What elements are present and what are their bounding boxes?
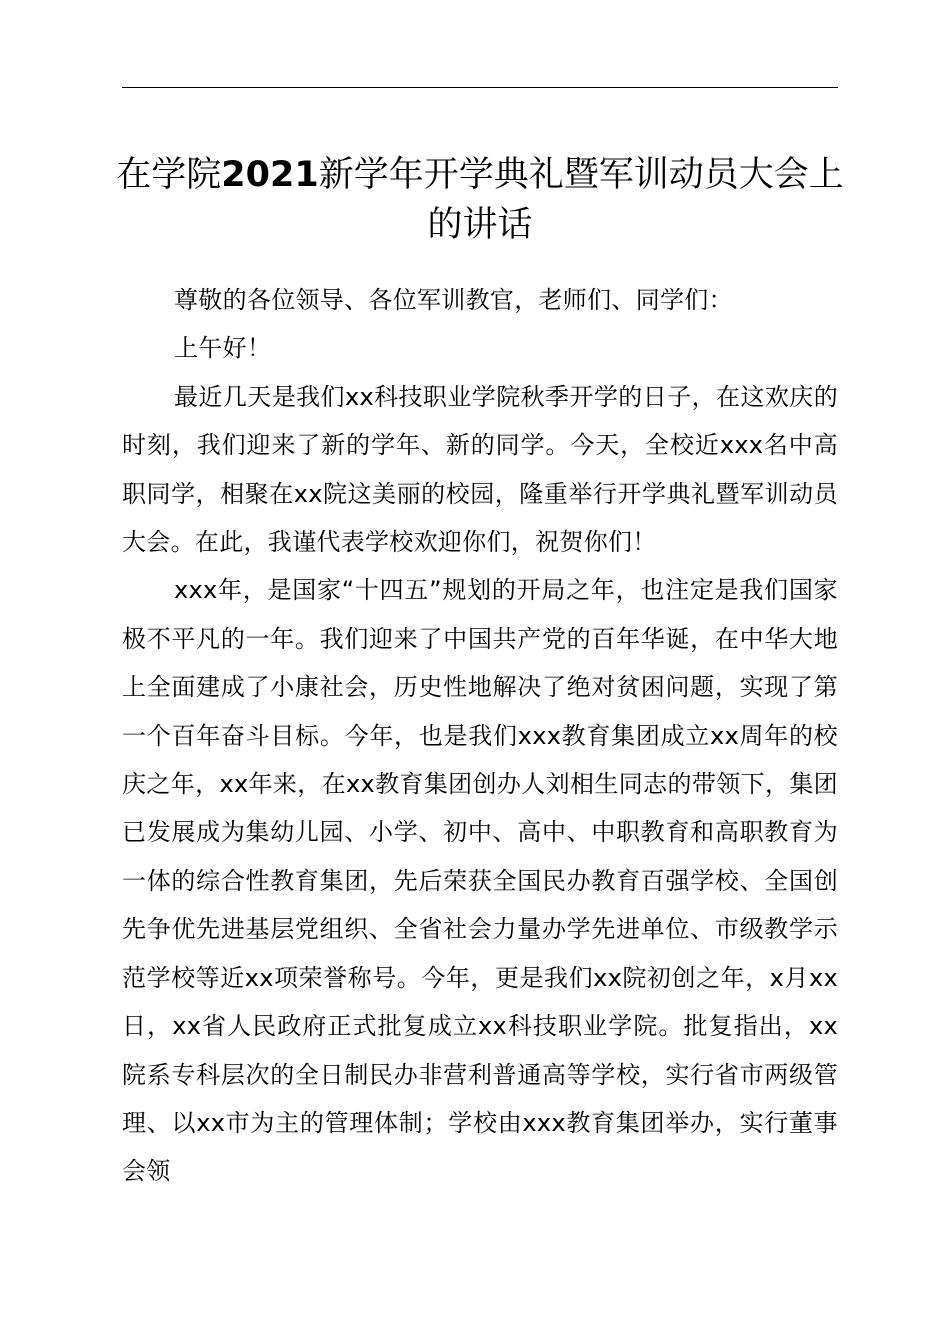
title-prefix: 在学院 (116, 155, 222, 195)
document-title (110, 150, 850, 250)
header-rule (122, 87, 838, 88)
title-suffix: 新学年开学典礼暨军训动员大会上的讲话 (318, 155, 844, 245)
title-year: 2021 (221, 155, 319, 195)
document-body (122, 276, 838, 1196)
body-paragraph: xxx年，是国家“十四五”规划的开局之年，也注定是我们国家极不平凡的一年。我们迎来了中国共产党的百年华诞，在中华大地上全面建成了小康社会，历史性地解决了绝对贫困问题，实现了第一个百年奋斗目标。今年，也是我们xxx教育集团成立xx周年的校庆之年，xx年来，在xx教育集团创办人刘相生同志的带领下，集团已发展成为集幼儿园、小学、初中、高中、中职教育和高职教育为一体的综合性教育集团，先后荣获全国民办教育百强学校、全国创先争优先进基层党组织、全省社会力量办学先进单位、市级教学示范学校等近xx项荣誉称号。今年，更是我们xx院初创之年，x月xx日，xx省人民政府正式批复成立xx科技职业学院。批复指出，xx院系专科层次的全日制民办非营利普通高等学校，实行省市两级管理、以xx市为主的管理体制；学校由xxx教育集团举办，实行董事会领 (122, 576, 838, 1186)
body-paragraph: 最近几天是我们xx科技职业学院秋季开学的日子，在这欢庆的时刻，我们迎来了新的学年、新的同学。今天，全校近xxx名中高职同学，相聚在xx院这美丽的校园，隆重举行开学典礼暨军训动员大会。在此，我谨代表学校欢迎你们，祝贺你们！ (122, 382, 838, 557)
salutation: 尊敬的各位领导、各位军训教官，老师们、同学们： (174, 286, 733, 314)
greeting: 上午好！ (174, 334, 272, 363)
